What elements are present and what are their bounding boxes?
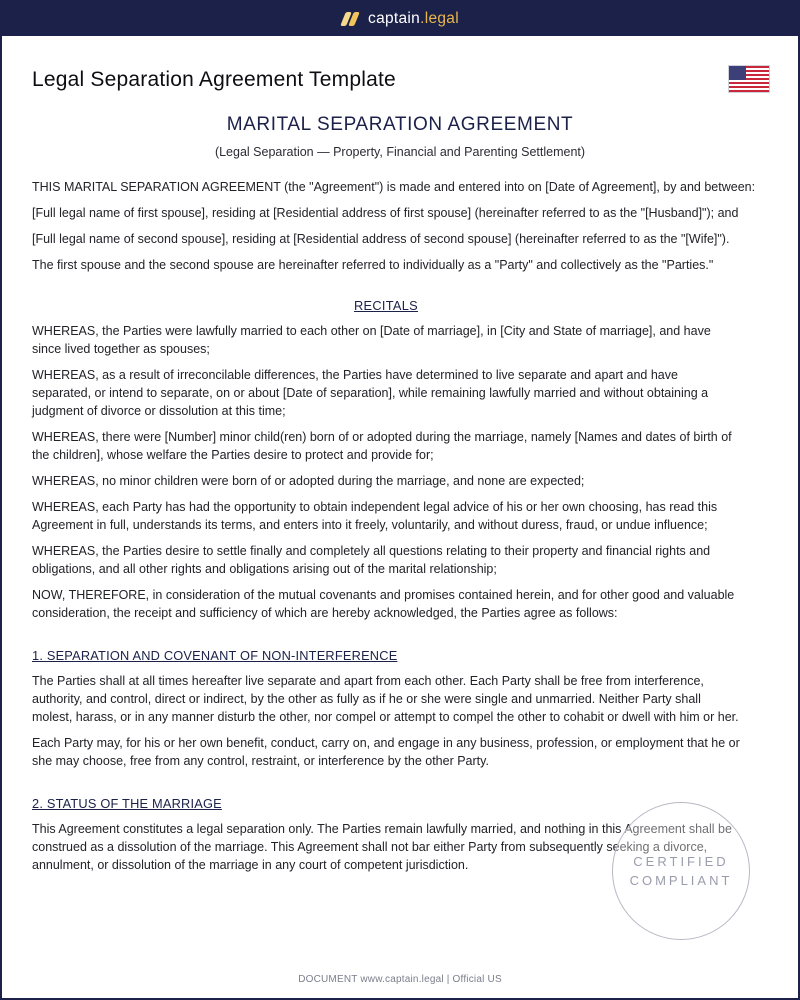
- certified-compliant-seal: [612, 802, 750, 940]
- recital-paragraph: WHEREAS, the Parties were lawfully married to each other on [Date of marriage], in [City and State of marriage], and have since lived together as spouses;: [32, 324, 711, 356]
- us-flag-icon[interactable]: [728, 65, 770, 93]
- document-subheading: (Legal Separation — Property, Financial and Parenting Settlement): [214, 145, 586, 159]
- section-2-heading: 2. STATUS OF THE MARRIAGE: [32, 796, 222, 811]
- section-2-paragraph: This Agreement constitutes a legal separation only. The Parties remain lawfully married, and nothing in this Agreement shall be construed as a dissolution of the marriage. This Agreement shall not bar either Party from subsequently seeking a divorce, annulment, or dissolution of the marriage in any court of competent jurisdiction.: [32, 822, 732, 872]
- intro-paragraph: The first spouse and the second spouse are hereinafter referred to individually as a "Party" and collectively as the "Parties.": [32, 258, 714, 272]
- recital-paragraph: WHEREAS, no minor children were born of or adopted during the marriage, and none are expected;: [32, 474, 585, 488]
- recital-paragraph: NOW, THEREFORE, in consideration of the mutual covenants and promises contained herein, and for other good and valuable consideration, the receipt and sufficiency of which are hereby acknowledged, the Parties agree as follows:: [32, 588, 735, 620]
- section-1-heading: 1. SEPARATION AND COVENANT OF NON-INTERFERENCE: [32, 648, 398, 663]
- section-1-paragraph: The Parties shall at all times hereafter live separate and apart from each other. Each Party shall be free from interference, authority, and control, direct or indirect, by the other as fully as if he or she were single and unmarried. Neither Party shall molest, harass, or in any manner disturb the other, nor compel or attempt to compel the other to cohabit or dwell with him or her.: [32, 674, 739, 724]
- recital-paragraph: WHEREAS, as a result of irreconcilable differences, the Parties have determined to live separate and apart and have separated, or intend to separate, on or about [Date of separation], while remaining lawfully married and without obtaining a judgment of divorce or dissolution at this time;: [32, 368, 709, 418]
- brand-name-suffix: .legal: [420, 10, 459, 27]
- page-title: Legal Separation Agreement Template: [32, 68, 396, 91]
- recitals-heading: RECITALS: [353, 298, 419, 313]
- recital-paragraph: WHEREAS, each Party has had the opportunity to obtain independent legal advice of his or her own choosing, has read this Agreement in full, understands its terms, and enters into it freely, voluntarily, and without duress, fraud, or undue influence;: [32, 500, 718, 532]
- seal-line-2: COMPLIANT: [629, 873, 733, 888]
- recital-paragraph: WHEREAS, there were [Number] minor child(ren) born of or adopted during the marriage, namely [Names and dates of birth of the children], whose welfare the Parties desire to protect and provide for;: [32, 430, 732, 462]
- seal-line-1: CERTIFIED: [633, 854, 729, 869]
- captain-legal-logo-icon: [341, 12, 359, 26]
- document-heading: MARITAL SEPARATION AGREEMENT: [226, 114, 574, 135]
- intro-paragraph: [Full legal name of second spouse], residing at [Residential address of second spouse] (hereinafter referred to as the "[Wife]").: [32, 232, 730, 246]
- intro-paragraph: [Full legal name of first spouse], residing at [Residential address of first spouse] (hereinafter referred to as the "[Husband]"); and: [32, 206, 739, 220]
- recital-paragraph: WHEREAS, the Parties desire to settle finally and completely all questions relating to their property and financial rights and obligations, and all other rights and obligations arising out of the marital relationship;: [32, 544, 711, 576]
- intro-paragraph: THIS MARITAL SEPARATION AGREEMENT (the "Agreement") is made and entered into on [Date of Agreement], by and between:: [32, 180, 756, 194]
- footer-text: DOCUMENT www.captain.legal | Official US: [298, 974, 502, 985]
- agreement-body: [32, 178, 756, 882]
- brand-name[interactable]: [368, 10, 459, 28]
- top-bar: [2, 2, 798, 36]
- brand-name-main: captain: [368, 10, 421, 27]
- content-fade: [2, 940, 798, 970]
- section-1-paragraph: Each Party may, for his or her own benefit, conduct, carry on, and engage in any business, profession, or employment that he or she may choose, free from any control, restraint, or interference by the other Party.: [32, 736, 740, 768]
